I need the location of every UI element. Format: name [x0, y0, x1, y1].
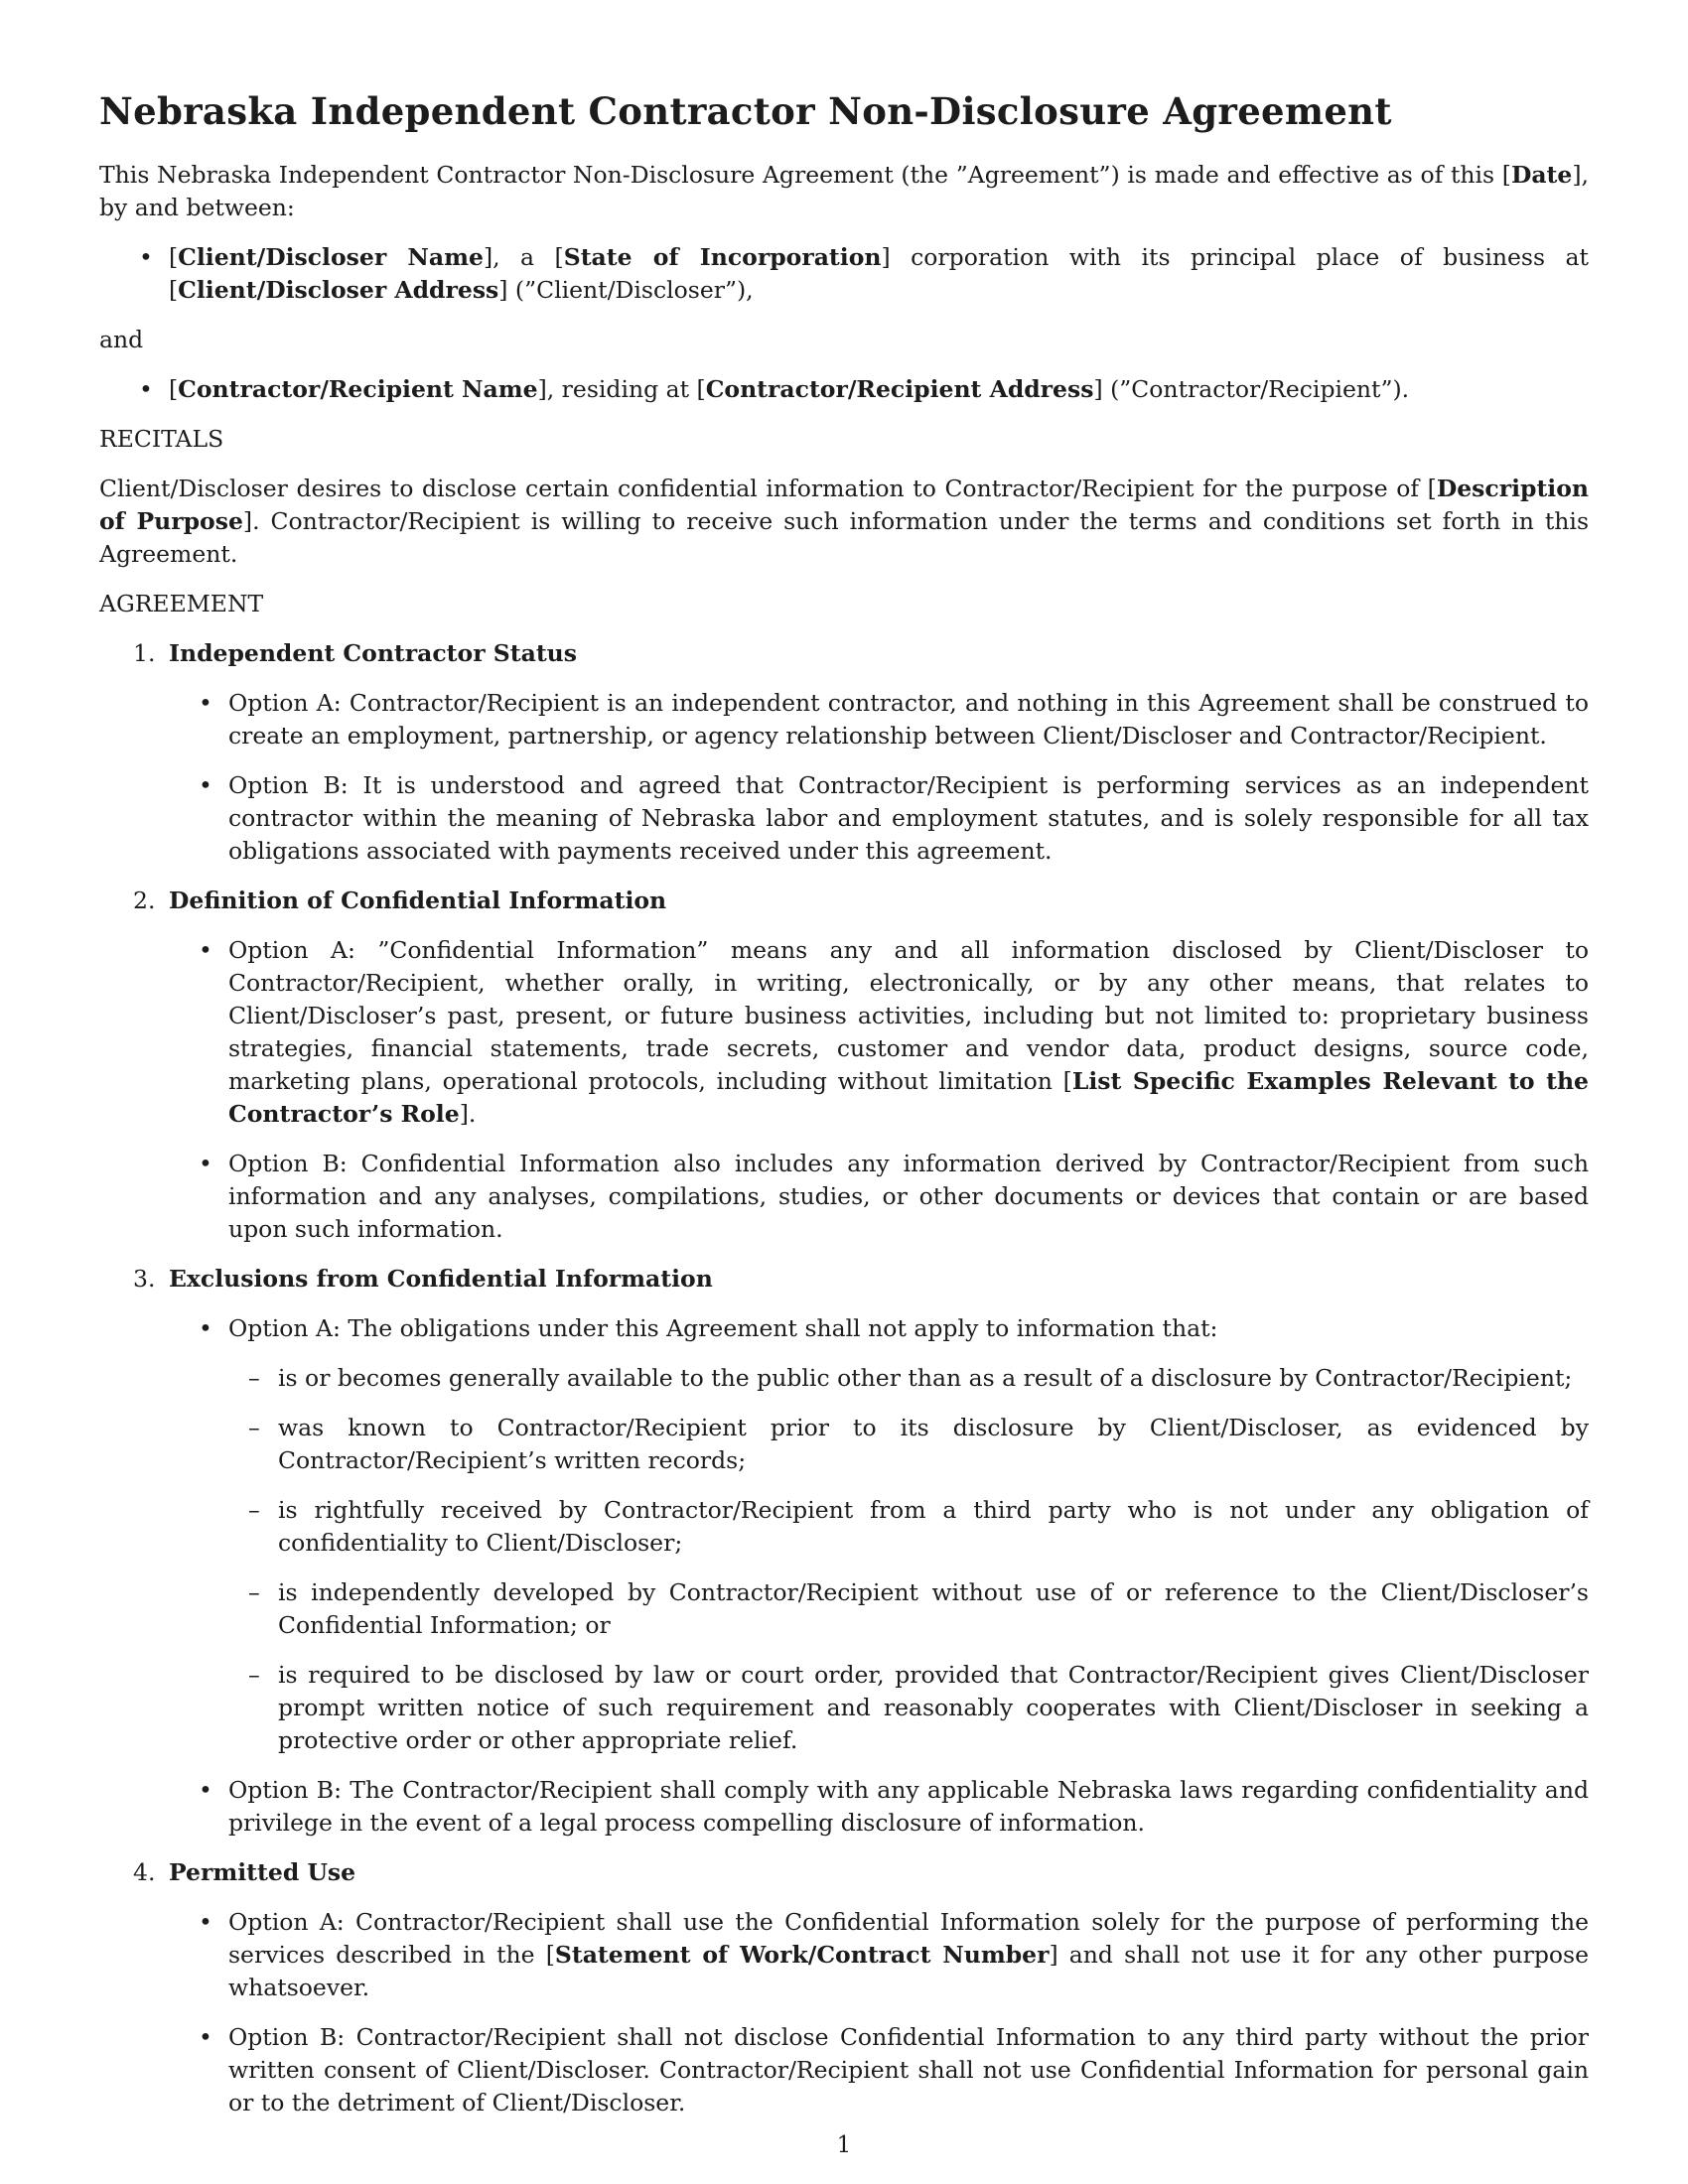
document-title: Nebraska Independent Contractor Non-Disclosure Agreement: [99, 89, 1392, 133]
section-4: 4. Permitted Use • Option A: Contractor/Recipient shall use the Confidential Information solely for the purpose of performing the services described in the [Statement of Work/Contract Number] and shall not use it for any other purpose whatsoever. • Option B: Contractor/Recipient shall not disclose Confidential Information to any third party without the prior written consent of Client/Discloser. Contractor/Recipient shall not use Confidential Information for personal gain or to the detriment of Client/Discloser.: [99, 1856, 1589, 2119]
document-page: [99, 79, 1589, 2136]
option-b: • Option B: Confidential Information also includes any information derived by Contractor/Recipient from such information and any analyses, compilations, studies, or other documents or devices that contain or are based upon such information.: [99, 1148, 1589, 1246]
party-client: • [Client/Discloser Name], a [State of Incorporation] corporation with its principal place of business at [Client/Discloser Address] (”Client/Discloser”),: [99, 241, 1589, 307]
exclusion-item: – is rightfully received by Contractor/Recipient from a third party who is not under any obligation of confidentiality to Client/Discloser;: [228, 1494, 1589, 1560]
date-placeholder: Date: [1510, 161, 1573, 189]
section-title: Permitted Use: [169, 1858, 356, 1886]
party-contractor: • [Contractor/Recipient Name], residing at [Contractor/Recipient Address] (”Contractor/Recipient”).: [99, 373, 1589, 406]
section-2: 2. Definition of Confidential Information • Option A: ”Confidential Information” means any and all information disclosed by Client/Discloser to Contractor/Recipient, whether orally, in writing, electronically, or by any other means, that relates to Client/Discloser’s past, present, or future business activities, including but not limited to: proprietary business strategies, financial statements, trade secrets, customer and vendor data, product designs, source code, marketing plans, operational protocols, including without limitation [List Specific Examples Relevant to the Contractor’s Role]. • Option B: Confidential Information also includes any information derived by Contractor/Recipient from such information and any analyses, compilations, studies, or other documents or devices that contain or are based upon such information.: [99, 885, 1589, 1246]
option-b: • Option B: It is understood and agreed that Contractor/Recipient is performing services as an independent contractor within the meaning of Nebraska labor and employment statutes, and is solely responsible for all tax obligations associated with payments received under this agreement.: [99, 769, 1589, 868]
page-number: 1: [836, 2132, 852, 2158]
exclusion-item: – was known to Contractor/Recipient prior to its disclosure by Client/Discloser, as evidenced by Contractor/Recipient’s written records;: [228, 1412, 1589, 1477]
sections-list: [99, 637, 1589, 2119]
party-list-client: [99, 241, 1589, 307]
and-text: and: [99, 326, 144, 353]
section-1: 1. Independent Contractor Status • Option A: Contractor/Recipient is an independent contractor, and nothing in this Agreement shall be construed to create an employment, partnership, or agency relationship between Client/Discloser and Contractor/Recipient. • Option B: It is understood and agreed that Contractor/Recipient is performing services as an independent contractor within the meaning of Nebraska labor and employment statutes, and is solely responsible for all tax obligations associated with payments received under this agreement.: [99, 637, 1589, 868]
exclusion-item: – is required to be disclosed by law or court order, provided that Contractor/Recipient gives Client/Discloser prompt written notice of such requirement and reasonably cooperates with Client/Discloser in seeking a protective order or other appropriate relief.: [228, 1659, 1589, 1757]
exclusions-list: [228, 1362, 1589, 1757]
section-3: 3. Exclusions from Confidential Information • Option A: The obligations under this Agreement shall not apply to information that: – is or becomes generally available to the public other than as a result of a disclosure by Contractor/Recipient; – was known to Contractor/Recipient prior to its disclosure by Client/Discloser, as evidenced by Contractor/Recipient’s written records; – is rightfully received by Contractor/Recipient from a third party who is not under any obligation of confidentiality to Client/Discloser; – is independently developed by Contractor/Recipient without use of or reference to the Client/Discloser’s Confidential Information; or – is required to be disclosed by law or court order, provided that Contractor/Recipient gives Client/Discloser prompt written notice of such requirement and reasonably cooperates with Client/Discloser in seeking a protective order or other appropriate relief. • Option B: The Contractor/Recipient shall comply with any applicable Nebraska laws regarding confidentiality and privilege in the event of a legal process compelling disclosure of information.: [99, 1263, 1589, 1840]
section-title: Independent Contractor Status: [169, 639, 577, 667]
recitals-heading: RECITALS: [99, 425, 224, 453]
section-title: Exclusions from Confidential Information: [169, 1265, 713, 1293]
option-b: • Option B: The Contractor/Recipient shall comply with any applicable Nebraska laws regarding confidentiality and privilege in the event of a legal process compelling disclosure of information.: [99, 1774, 1589, 1840]
exclusion-item: – is or becomes generally available to the public other than as a result of a disclosure by Contractor/Recipient;: [228, 1362, 1589, 1395]
party-list-contractor: [99, 373, 1589, 406]
intro-paragraph: This Nebraska Independent Contractor Non-Disclosure Agreement (the ”Agreement”) is made and effective as of this [Date], by and between:: [99, 161, 1589, 221]
option-a: • Option A: ”Confidential Information” means any and all information disclosed by Client/Discloser to Contractor/Recipient, whether orally, in writing, electronically, or by any other means, that relates to Client/Discloser’s past, present, or future business activities, including but not limited to: proprietary business strategies, financial statements, trade secrets, customer and vendor data, product designs, source code, marketing plans, operational protocols, including without limitation [List Specific Examples Relevant to the Contractor’s Role].: [99, 934, 1589, 1131]
agreement-heading: AGREEMENT: [99, 590, 264, 617]
option-a: • Option A: Contractor/Recipient shall use the Confidential Information solely for the purpose of performing the services described in the [Statement of Work/Contract Number] and shall not use it for any other purpose whatsoever.: [99, 1906, 1589, 2004]
exclusion-item: – is independently developed by Contractor/Recipient without use of or reference to the Client/Discloser’s Confidential Information; or: [228, 1576, 1589, 1642]
option-b: • Option B: Contractor/Recipient shall not disclose Confidential Information to any third party without the prior written consent of Client/Discloser. Contractor/Recipient shall not use Confidential Information for personal gain or to the detriment of Client/Discloser.: [99, 2021, 1589, 2119]
option-a: • Option A: Contractor/Recipient is an independent contractor, and nothing in this Agreement shall be construed to create an employment, partnership, or agency relationship between Client/Discloser and Contractor/Recipient.: [99, 687, 1589, 752]
section-title: Definition of Confidential Information: [169, 887, 667, 914]
recitals-paragraph: Client/Discloser desires to disclose certain confidential information to Contractor/Recipient for the purpose of [Description of Purpose]. Contractor/Recipient is willing to receive such information under the terms and conditions set forth in this Agreement.: [99, 475, 1590, 568]
option-a: • Option A: The obligations under this Agreement shall not apply to information that: – is or becomes generally available to the public other than as a result of a disclosure by Contractor/Recipient; – was known to Contractor/Recipient prior to its disclosure by Client/Discloser, as evidenced by Contractor/Recipient’s written records; – is rightfully received by Contractor/Recipient from a third party who is not under any obligation of confidentiality to Client/Discloser; – is independently developed by Contractor/Recipient without use of or reference to the Client/Discloser’s Confidential Information; or – is required to be disclosed by law or court order, provided that Contractor/Recipient gives Client/Discloser prompt written notice of such requirement and reasonably cooperates with Client/Discloser in seeking a protective order or other appropriate relief.: [99, 1312, 1589, 1757]
